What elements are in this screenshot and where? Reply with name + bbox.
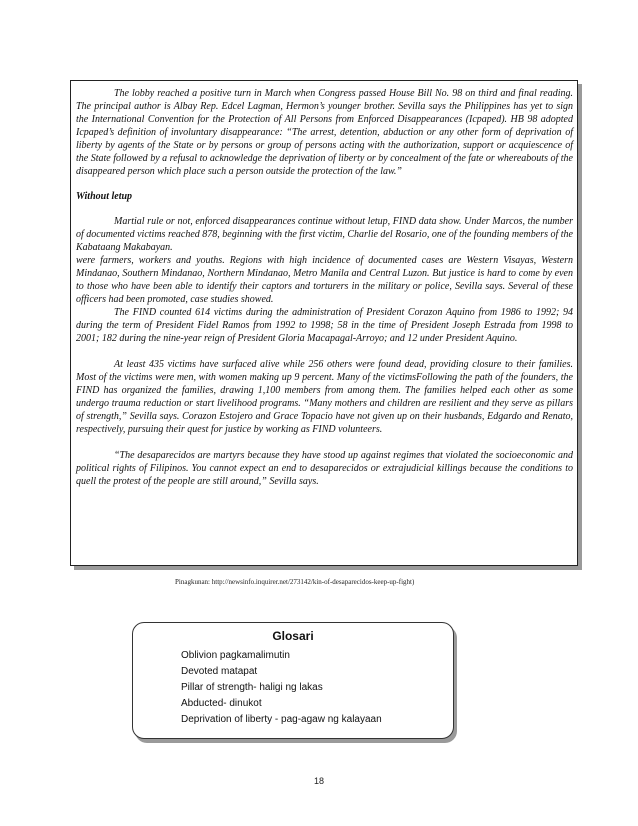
article-paragraph: were farmers, workers and youths. Regions with high incidence of documented cases are Western Visayas, Western Mindanao, Southern Mindanao, Northern Mindanao, Metro Manila and Central Luzon. But justice is hard to come by even to those who have been able to identify their captors and torturers in the military or police, Sevilla says. Several of these officers had been promoted, case studies showed. <box>76 255 573 305</box>
article-paragraph: At least 435 victims have surfaced alive while 256 others were found dead, providing closure to their families. Most of the victims were men, with women making up 9 percent. Many of the victimsFollowing the path of the founders, the FIND has organized the families, drawing 1,100 members from among them. The families helped each other as some undergo trauma reduction or start livelihood programs. “Many mothers and children are resilient and they serve as pillars of strength,” Sevilla says. Corazon Estojero and Grace Topacio have not given up on their husbands, Edgardo and Renato, respectively, pursuing their quest for justice by working as FIND volunteers. <box>76 359 573 435</box>
page-number: 18 <box>313 776 324 786</box>
article-paragraph: Martial rule or not, enforced disappearances continue without letup, FIND data show. Under Marcos, the number of documented victims reached 878, beginning with the first victim, Charlie del Rosario, one of the founding members of the Kabataang Makabayan. <box>76 216 573 253</box>
glossary-item: Deprivation of liberty - pag-agaw ng kalayaan <box>181 714 382 725</box>
glossary-title: Glosari <box>272 629 314 643</box>
glossary-item: Oblivion pagkamalimutin <box>181 650 290 661</box>
source-citation: Pinagkunan: http://newsinfo.inquirer.net/273142/kin-of-desaparecidos-keep-up-fight) <box>175 578 415 586</box>
glossary-item: Abducted- dinukot <box>181 698 262 709</box>
glossary-item: Pillar of strength- haligi ng lakas <box>181 682 323 693</box>
glossary-list <box>181 648 382 728</box>
glossary-box <box>132 622 454 739</box>
glossary-item: Devoted matapat <box>181 666 258 677</box>
section-heading: Without letup <box>76 191 133 202</box>
article-excerpt-box <box>70 80 578 566</box>
article-paragraph: The FIND counted 614 victims during the administration of President Corazon Aquino from 1986 to 1992; 94 during the term of President Fidel Ramos from 1992 to 1998; 58 in the time of President Joseph Estrada from 1998 to 2001; 182 during the nine-year reign of President Gloria Macapagal-Arroyo; and 12 under President Aquino. <box>76 307 573 344</box>
article-paragraph: “The desaparecidos are martyrs because they have stood up against regimes that violated the socioeconomic and political rights of Filipinos. You cannot expect an end to desaparecidos or extrajudicial killings because the conditions to quell the protest of the people are still around,” Sevilla says. <box>76 450 573 487</box>
article-paragraph: The lobby reached a positive turn in March when Congress passed House Bill No. 98 on third and final reading. The principal author is Albay Rep. Edcel Lagman, Hermon’s younger brother. Sevilla says the Philippines has yet to sign the International Convention for the Protection of All Persons from Enforced Disappearances (Icpaped). HB 98 adopted Icpaped’s definition of involuntary disappearance: “The arrest, detention, abduction or any other form of deprivation of liberty by agents of the State or by persons or group of persons acting with the authorization, support or acquiescence of the State followed by a refusal to acknowledge the deprivation of liberty or by concealment of the fate or whereabouts of the disappeared person which place such a person outside the protection of the law.” <box>76 88 573 177</box>
